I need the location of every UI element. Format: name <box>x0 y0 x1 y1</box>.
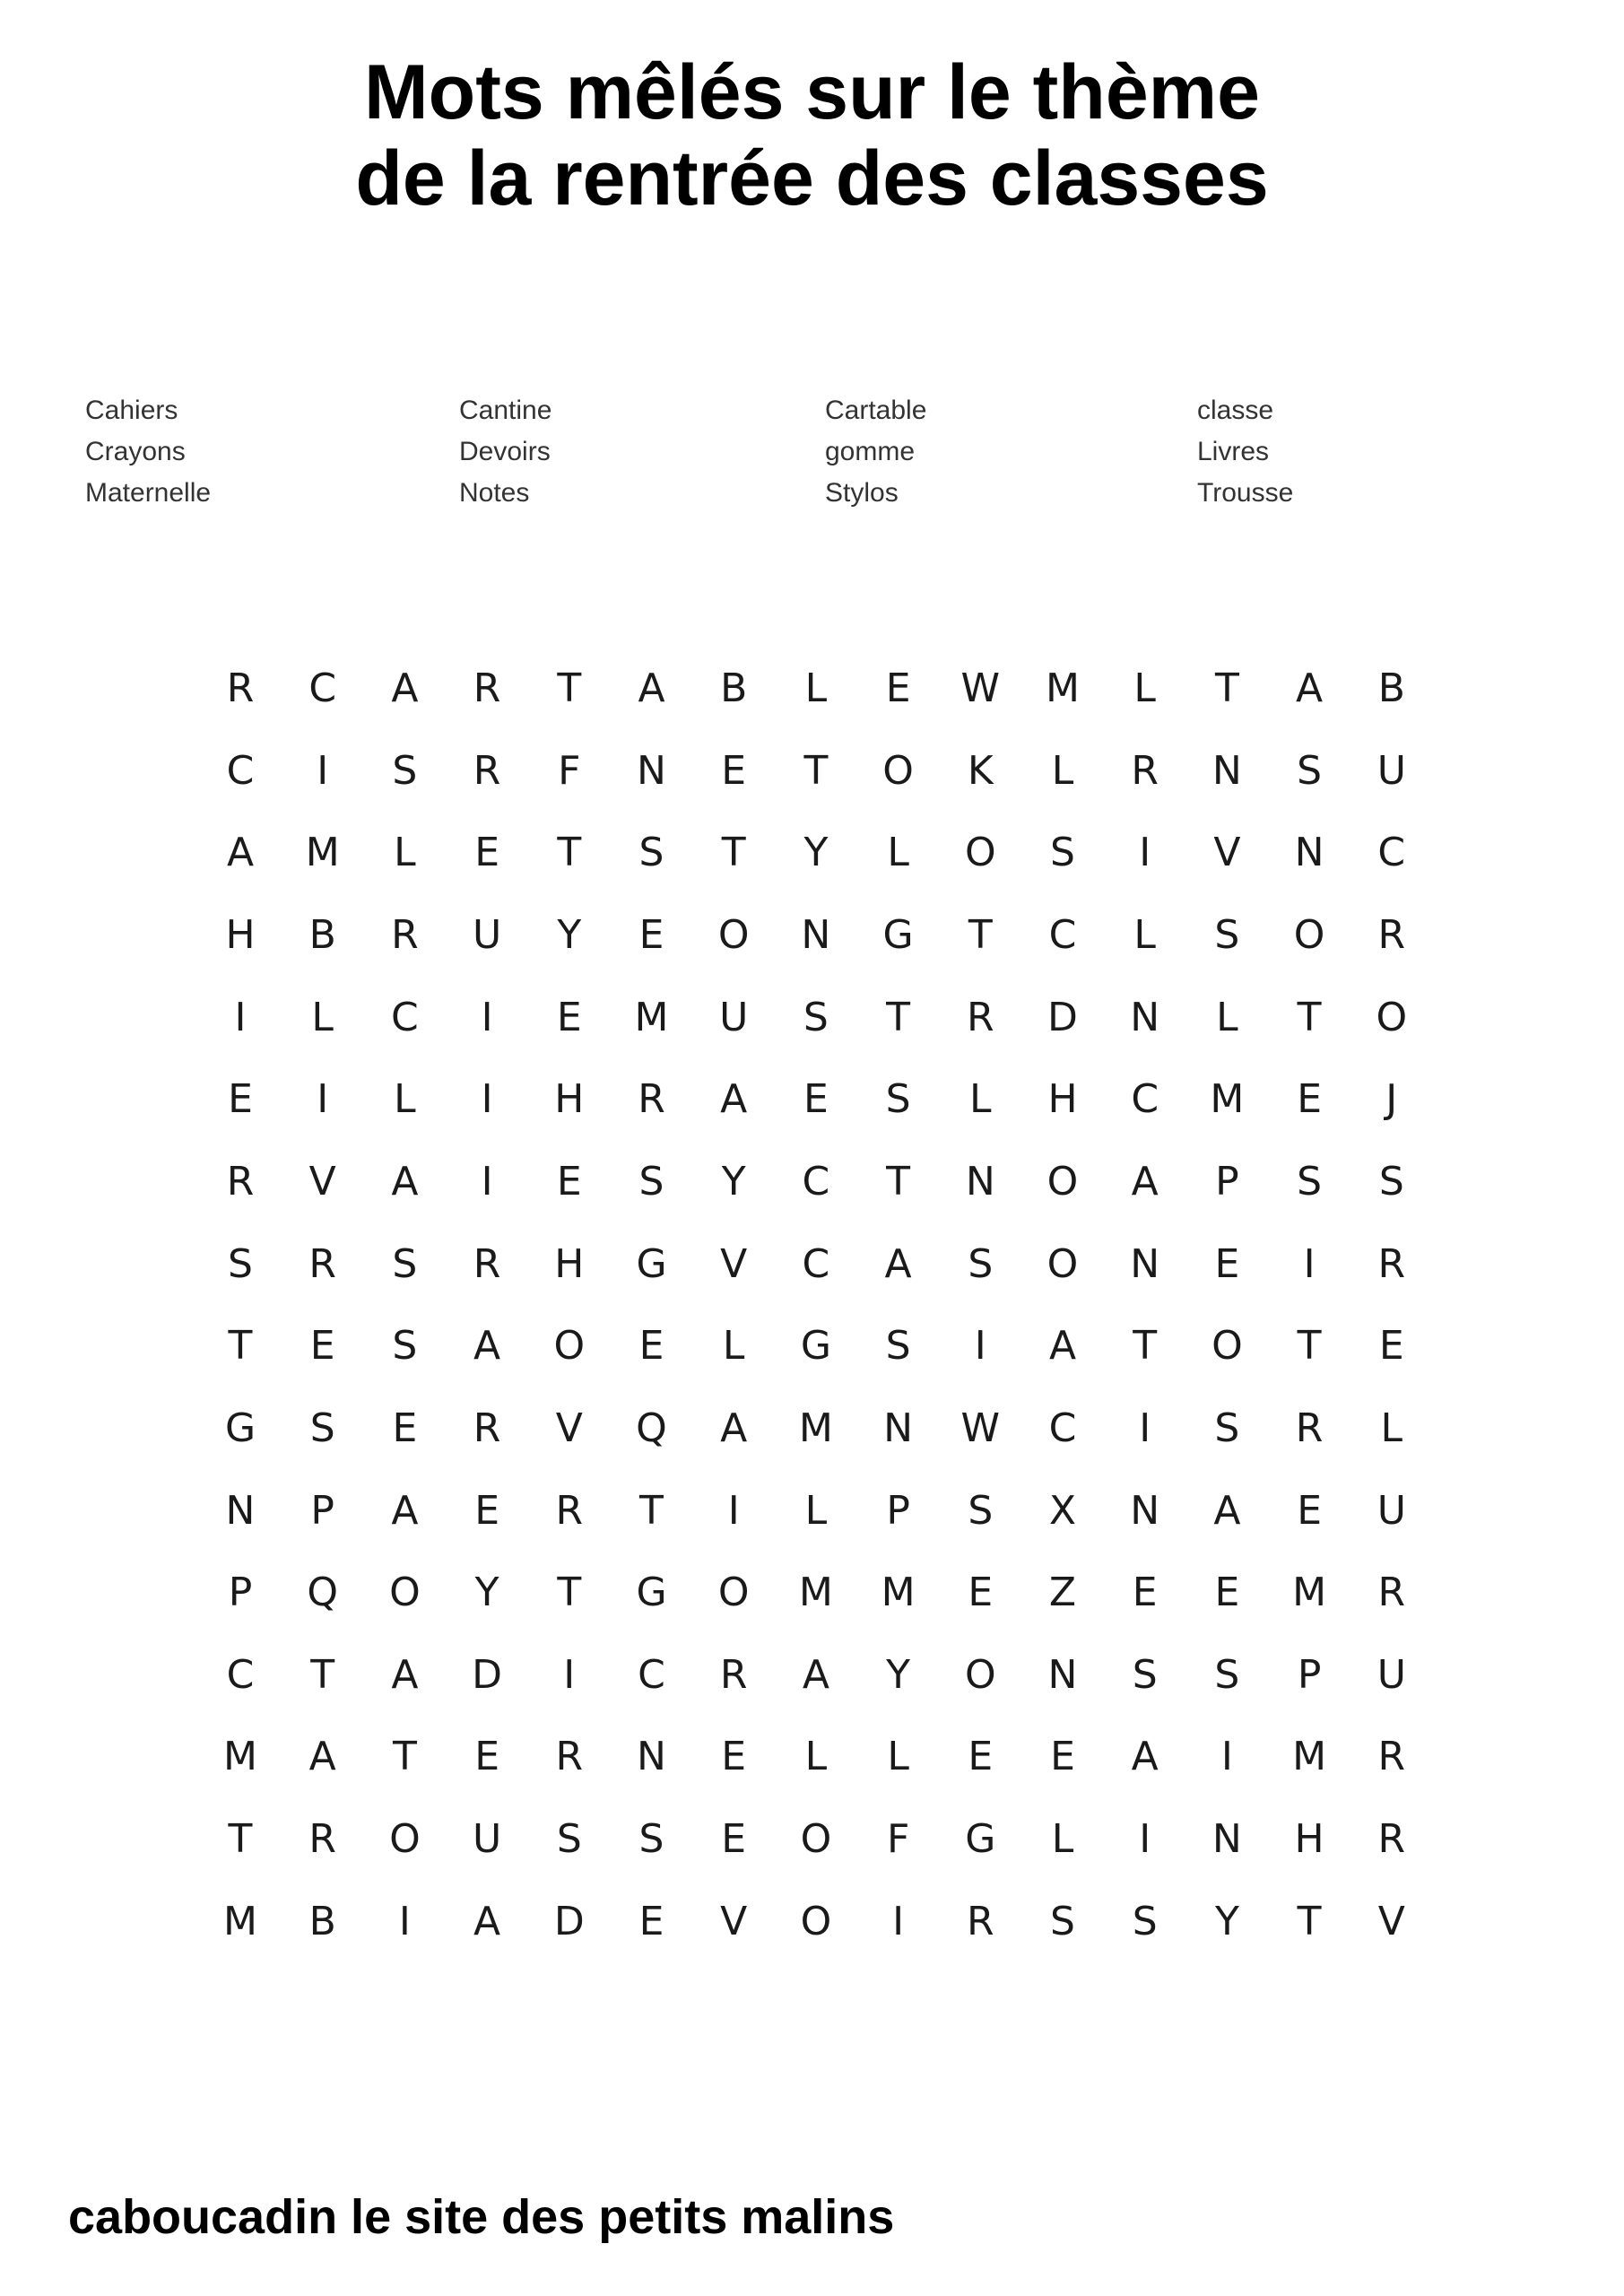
grid-cell: L <box>1051 747 1074 794</box>
grid-cell: R <box>226 665 255 711</box>
grid-cell: T <box>557 1570 582 1616</box>
grid-cell: A <box>1131 1158 1159 1205</box>
grid-cell: A <box>308 1734 336 1780</box>
grid-cell: O <box>882 747 914 794</box>
word-item: Cahiers <box>85 396 178 425</box>
grid-cell: U <box>1376 1651 1406 1698</box>
grid-cell: N <box>1130 1487 1160 1534</box>
grid-cell: U <box>472 1816 502 1863</box>
grid-cell: L <box>887 1734 909 1780</box>
grid-cell: T <box>886 1158 911 1205</box>
grid-cell: M <box>1046 665 1080 711</box>
grid-cell: M <box>1210 1076 1245 1123</box>
grid-cell: B <box>720 665 748 711</box>
grid-cell: A <box>720 1405 748 1451</box>
grid-cell: C <box>638 1651 665 1698</box>
grid-cell: S <box>803 994 829 1040</box>
grid-cell: T <box>228 1323 253 1370</box>
grid-cell: E <box>1214 1570 1240 1616</box>
grid-cell: R <box>308 1816 336 1863</box>
grid-cell: H <box>1294 1816 1324 1863</box>
grid-cell: R <box>719 1651 748 1698</box>
word-item: Stylos <box>825 478 899 508</box>
grid-cell: I <box>481 994 493 1040</box>
grid-cell: V <box>308 1158 336 1205</box>
grid-cell: I <box>317 1076 329 1123</box>
grid-cell: S <box>1050 1898 1075 1944</box>
word-item: Crayons <box>85 437 186 466</box>
grid-cell: E <box>474 1487 499 1534</box>
grid-cell: T <box>968 911 993 958</box>
grid-cell: A <box>1131 1734 1159 1780</box>
grid-cell: S <box>392 1240 418 1287</box>
grid-cell: O <box>553 1323 586 1370</box>
grid-cell: M <box>798 1570 833 1616</box>
grid-cell: N <box>883 1405 914 1451</box>
grid-cell: D <box>553 1898 585 1944</box>
grid-cell: O <box>1046 1240 1079 1287</box>
grid-cell: A <box>720 1076 748 1123</box>
grid-cell: A <box>884 1240 912 1287</box>
grid-cell: M <box>1292 1734 1327 1780</box>
grid-cell: A <box>638 665 665 711</box>
grid-cell: E <box>1132 1570 1158 1616</box>
grid-cell: Y <box>474 1570 499 1616</box>
grid-cell: B <box>308 1898 336 1944</box>
grid-cell: S <box>1378 1158 1404 1205</box>
grid-cell: T <box>392 1734 417 1780</box>
grid-cell: E <box>968 1734 994 1780</box>
grid-cell: F <box>886 1816 910 1863</box>
grid-cell: T <box>803 747 829 794</box>
grid-cell: L <box>394 1076 416 1123</box>
title-line-2: de la rentrée des classes <box>355 135 1269 222</box>
word-item: Cartable <box>825 396 927 425</box>
grid-cell: D <box>472 1651 503 1698</box>
grid-cell: O <box>717 911 750 958</box>
grid-cell: G <box>882 911 914 958</box>
grid-cell: T <box>557 665 582 711</box>
grid-cell: H <box>554 1076 585 1123</box>
grid-cell: S <box>638 1158 664 1205</box>
grid-cell: C <box>308 665 337 711</box>
grid-cell: E <box>228 1076 253 1123</box>
grid-cell: T <box>1133 1323 1158 1370</box>
grid-cell: M <box>223 1734 257 1780</box>
grid-cell: E <box>638 1323 664 1370</box>
grid-cell: Y <box>886 1651 911 1698</box>
grid-cell: O <box>964 1651 996 1698</box>
grid-cell: I <box>234 994 247 1040</box>
grid-cell: R <box>473 1240 501 1287</box>
grid-cell: Y <box>803 830 829 876</box>
grid-cell: I <box>1220 1734 1233 1780</box>
grid-cell: E <box>721 1816 747 1863</box>
grid-cell: B <box>308 911 336 958</box>
grid-cell: C <box>1048 1405 1077 1451</box>
grid-cell: R <box>1377 1240 1406 1287</box>
grid-cell: E <box>885 665 911 711</box>
grid-cell: S <box>309 1405 335 1451</box>
grid-cell: I <box>1303 1240 1316 1287</box>
grid-cell: O <box>800 1816 832 1863</box>
grid-cell: S <box>1214 1651 1240 1698</box>
grid-cell: S <box>968 1487 994 1534</box>
grid-cell: H <box>1047 1076 1078 1123</box>
grid-cell: T <box>557 830 582 876</box>
grid-cell: A <box>391 1487 419 1534</box>
site-footer: caboucadin le site des petits malins <box>68 2190 895 2244</box>
grid-cell: G <box>965 1816 996 1863</box>
grid-cell: L <box>804 1734 828 1780</box>
grid-cell: U <box>1376 1487 1406 1534</box>
grid-cell: R <box>226 1158 255 1205</box>
grid-cell: E <box>638 1898 664 1944</box>
grid-cell: C <box>1377 830 1406 876</box>
grid-cell: R <box>555 1734 584 1780</box>
grid-cell: A <box>1296 665 1324 711</box>
grid-cell: P <box>1297 1651 1322 1698</box>
grid-cell: C <box>1048 911 1077 958</box>
grid-cell: O <box>389 1816 421 1863</box>
grid-cell: P <box>886 1487 910 1534</box>
grid-cell: E <box>1297 1487 1322 1534</box>
grid-cell: O <box>717 1570 750 1616</box>
grid-cell: S <box>556 1816 582 1863</box>
grid-cell: S <box>885 1323 911 1370</box>
grid-cell: V <box>720 1240 748 1287</box>
grid-cell: A <box>391 665 419 711</box>
grid-cell: I <box>727 1487 740 1534</box>
grid-cell: I <box>1139 1405 1151 1451</box>
grid-cell: G <box>636 1240 667 1287</box>
grid-cell: S <box>1297 1158 1323 1205</box>
grid-cell: S <box>1050 830 1075 876</box>
grid-cell: E <box>1214 1240 1240 1287</box>
grid-cell: L <box>1133 911 1156 958</box>
grid-cell: S <box>392 747 418 794</box>
grid-cell: V <box>1213 830 1241 876</box>
grid-cell: O <box>389 1570 421 1616</box>
grid-cell: S <box>885 1076 911 1123</box>
grid-cell: O <box>800 1898 832 1944</box>
grid-cell: R <box>555 1487 584 1534</box>
grid-cell: N <box>1130 994 1160 1040</box>
grid-cell: N <box>637 1734 666 1780</box>
grid-cell: L <box>1380 1405 1403 1451</box>
grid-cell: N <box>1130 1240 1160 1287</box>
grid-cell: C <box>391 994 419 1040</box>
grid-cell: R <box>1377 1816 1406 1863</box>
page-title <box>0 49 1624 222</box>
grid-cell: O <box>1046 1158 1079 1205</box>
grid-cell: E <box>968 1570 994 1616</box>
grid-cell: I <box>398 1898 411 1944</box>
grid-cell: E <box>556 1158 582 1205</box>
grid-cell: A <box>473 1323 501 1370</box>
word-item: gomme <box>825 437 916 466</box>
grid-cell: Z <box>1048 1570 1077 1616</box>
grid-cell: T <box>1214 665 1239 711</box>
grid-cell: O <box>1293 911 1325 958</box>
grid-cell: I <box>481 1158 493 1205</box>
grid-cell: V <box>1377 1898 1405 1944</box>
grid-cell: S <box>968 1240 994 1287</box>
grid-cell: L <box>1216 994 1238 1040</box>
grid-cell: S <box>638 1816 664 1863</box>
grid-cell: N <box>1211 1816 1242 1863</box>
grid-cell: E <box>1050 1734 1075 1780</box>
grid-cell: X <box>1048 1487 1077 1534</box>
grid-cell: M <box>634 994 669 1040</box>
grid-cell: A <box>473 1898 501 1944</box>
grid-cell: M <box>223 1898 257 1944</box>
grid-cell: C <box>802 1158 830 1205</box>
grid-cell: U <box>472 911 502 958</box>
title-line-1: Mots mêlés sur le thème <box>364 49 1260 135</box>
grid-cell: S <box>392 1323 418 1370</box>
grid-cell: R <box>1295 1405 1324 1451</box>
grid-cell: E <box>474 830 499 876</box>
grid-cell: E <box>803 1076 829 1123</box>
grid-cell: A <box>1048 1323 1077 1370</box>
grid-cell: R <box>308 1240 336 1287</box>
grid-cell: E <box>1297 1076 1322 1123</box>
grid-cell: N <box>637 747 666 794</box>
grid-cell: R <box>967 994 994 1040</box>
grid-cell: C <box>226 747 255 794</box>
grid-cell: S <box>1132 1651 1158 1698</box>
grid-cell: S <box>228 1240 253 1287</box>
grid-cell: R <box>1377 911 1406 958</box>
grid-cell: O <box>1376 994 1408 1040</box>
grid-cell: A <box>391 1158 419 1205</box>
grid-cell: I <box>1139 1816 1151 1863</box>
grid-cell: O <box>964 830 996 876</box>
word-item: Cantine <box>459 396 552 425</box>
grid-cell: G <box>800 1323 831 1370</box>
grid-cell: V <box>720 1898 748 1944</box>
grid-cell: T <box>639 1487 664 1534</box>
grid-cell: R <box>473 665 501 711</box>
grid-cell: R <box>1377 1734 1406 1780</box>
grid-cell: T <box>310 1651 335 1698</box>
grid-cell: R <box>1131 747 1159 794</box>
word-item: Maternelle <box>85 478 212 508</box>
grid-cell: A <box>226 830 255 876</box>
grid-cell: C <box>802 1240 830 1287</box>
grid-cell: L <box>1133 665 1156 711</box>
word-item: Notes <box>459 478 530 508</box>
grid-cell: A <box>1213 1487 1241 1534</box>
grid-cell: E <box>638 911 664 958</box>
grid-cell: E <box>556 994 582 1040</box>
grid-cell: E <box>1378 1323 1404 1370</box>
grid-cell: T <box>228 1816 253 1863</box>
word-list <box>0 395 1624 529</box>
grid-cell: G <box>224 1405 256 1451</box>
grid-cell: G <box>636 1570 667 1616</box>
grid-cell: T <box>721 830 746 876</box>
grid-cell: Y <box>557 911 582 958</box>
grid-cell: L <box>394 830 416 876</box>
grid-cell: I <box>563 1651 576 1698</box>
grid-cell: N <box>965 1158 995 1205</box>
grid-cell: W <box>960 1405 1001 1451</box>
word-item: Trousse <box>1197 478 1294 508</box>
grid-cell: U <box>1376 747 1406 794</box>
grid-cell: R <box>473 1405 501 1451</box>
grid-cell: R <box>473 747 501 794</box>
grid-cell: M <box>798 1405 833 1451</box>
grid-cell: T <box>1297 994 1322 1040</box>
grid-cell: B <box>1377 665 1405 711</box>
grid-cell: E <box>474 1734 499 1780</box>
grid-cell: A <box>391 1651 419 1698</box>
grid-cell: T <box>1297 1898 1322 1944</box>
grid-cell: H <box>554 1240 585 1287</box>
grid-cell: V <box>555 1405 583 1451</box>
grid-cell: Q <box>636 1405 667 1451</box>
grid-cell: R <box>638 1076 665 1123</box>
grid-cell: L <box>887 830 909 876</box>
grid-cell: U <box>719 994 749 1040</box>
grid-cell: E <box>721 1734 747 1780</box>
grid-cell: N <box>1047 1651 1078 1698</box>
grid-cell: W <box>960 665 1001 711</box>
grid-cell: I <box>974 1323 986 1370</box>
grid-cell: E <box>392 1405 418 1451</box>
grid-cell: A <box>802 1651 829 1698</box>
grid-cell: P <box>228 1570 253 1616</box>
grid-cell: F <box>558 747 581 794</box>
grid-cell: L <box>969 1076 992 1123</box>
grid-cell: S <box>638 830 664 876</box>
grid-cell: I <box>1139 830 1151 876</box>
grid-cell: N <box>801 911 831 958</box>
grid-cell: E <box>309 1323 335 1370</box>
word-item: classe <box>1197 396 1274 425</box>
grid-cell: I <box>892 1898 905 1944</box>
grid-cell: L <box>1051 1816 1074 1863</box>
grid-cell: P <box>1215 1158 1239 1205</box>
grid-cell: E <box>721 747 747 794</box>
grid-cell: M <box>1292 1570 1327 1616</box>
grid-cell: O <box>1211 1323 1243 1370</box>
grid-cell: T <box>886 994 911 1040</box>
grid-cell: I <box>317 747 329 794</box>
grid-cell: C <box>1131 1076 1159 1123</box>
grid-cell: S <box>1297 747 1323 794</box>
grid-cell: S <box>1214 1405 1240 1451</box>
grid-cell: Y <box>721 1158 746 1205</box>
grid-cell: D <box>1047 994 1078 1040</box>
grid-cell: Y <box>1214 1898 1239 1944</box>
grid-cell: T <box>1297 1323 1322 1370</box>
grid-cell: J <box>1385 1076 1398 1123</box>
grid-cell: N <box>225 1487 256 1534</box>
grid-cell: L <box>311 994 334 1040</box>
grid-cell: L <box>804 665 828 711</box>
grid-cell: N <box>1211 747 1242 794</box>
grid-cell: S <box>1132 1898 1158 1944</box>
grid-cell: H <box>225 911 256 958</box>
word-item: Devoirs <box>459 437 551 466</box>
grid-cell: M <box>305 830 340 876</box>
grid-cell: R <box>391 911 419 958</box>
grid-cell: M <box>881 1570 916 1616</box>
grid-cell: I <box>481 1076 493 1123</box>
grid-cell: P <box>310 1487 334 1534</box>
grid-cell: L <box>722 1323 745 1370</box>
grid-cell: C <box>226 1651 255 1698</box>
grid-cell: K <box>967 747 994 794</box>
grid-cell: S <box>1214 911 1240 958</box>
grid-cell: Q <box>307 1570 338 1616</box>
grid-cell: R <box>967 1898 994 1944</box>
grid-cell: R <box>1377 1570 1406 1616</box>
grid-cell: N <box>1294 830 1324 876</box>
word-item: Livres <box>1197 437 1270 466</box>
grid-cell: L <box>804 1487 828 1534</box>
